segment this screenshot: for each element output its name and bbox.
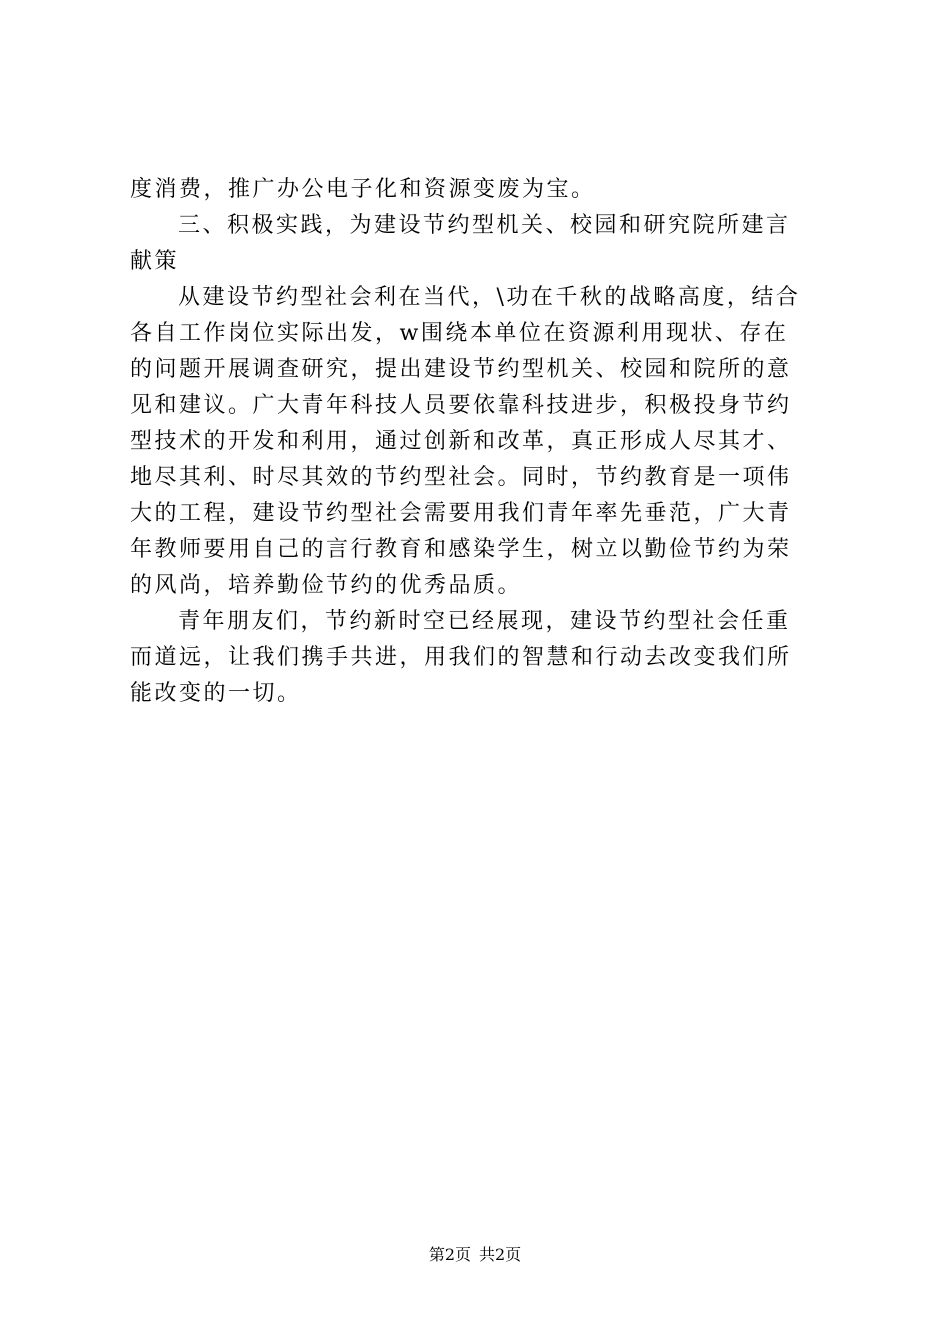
section-heading-line: 献策 <box>130 249 180 274</box>
section-heading-line: 三、积极实践，为建设节约型机关、校园和研究院所建言 <box>178 213 791 238</box>
text-line: 度消费，推广办公电子化和资源变废为宝。 <box>130 177 596 202</box>
text-line: 青年朋友们，节约新时空已经展现，建设节约型社会任重 <box>178 609 791 634</box>
text-line: 型技术的开发和利用，通过创新和改革，真正形成人尽其才、 <box>130 429 792 454</box>
text-line: 从建设节约型社会利在当代，\功在千秋的战略高度，结合 <box>178 285 801 310</box>
page-footer <box>0 1245 950 1265</box>
document-body <box>130 172 830 712</box>
text-line: 的风尚，培养勤俭节约的优秀品质。 <box>130 573 523 598</box>
page-number: 第2页 <box>428 1245 471 1264</box>
text-line: 各自工作岗位实际出发，w围绕本单位在资源利用现状、存在 <box>130 321 789 346</box>
page-total: 共2页 <box>479 1245 522 1264</box>
text-line: 的问题开展调查研究，提出建设节约型机关、校园和院所的意 <box>130 357 792 382</box>
text-line: 年教师要用自己的言行教育和感染学生，树立以勤俭节约为荣 <box>130 537 792 562</box>
text-line: 见和建议。广大青年科技人员要依靠科技进步，积极投身节约 <box>130 393 792 418</box>
text-line: 而道远，让我们携手共进，用我们的智慧和行动去改变我们所 <box>130 645 792 670</box>
text-line: 大的工程，建设节约型社会需要用我们青年率先垂范，广大青 <box>130 501 792 526</box>
text-line: 能改变的一切。 <box>130 681 302 706</box>
text-line: 地尽其利、时尽其效的节约型社会。同时，节约教育是一项伟 <box>130 465 792 490</box>
